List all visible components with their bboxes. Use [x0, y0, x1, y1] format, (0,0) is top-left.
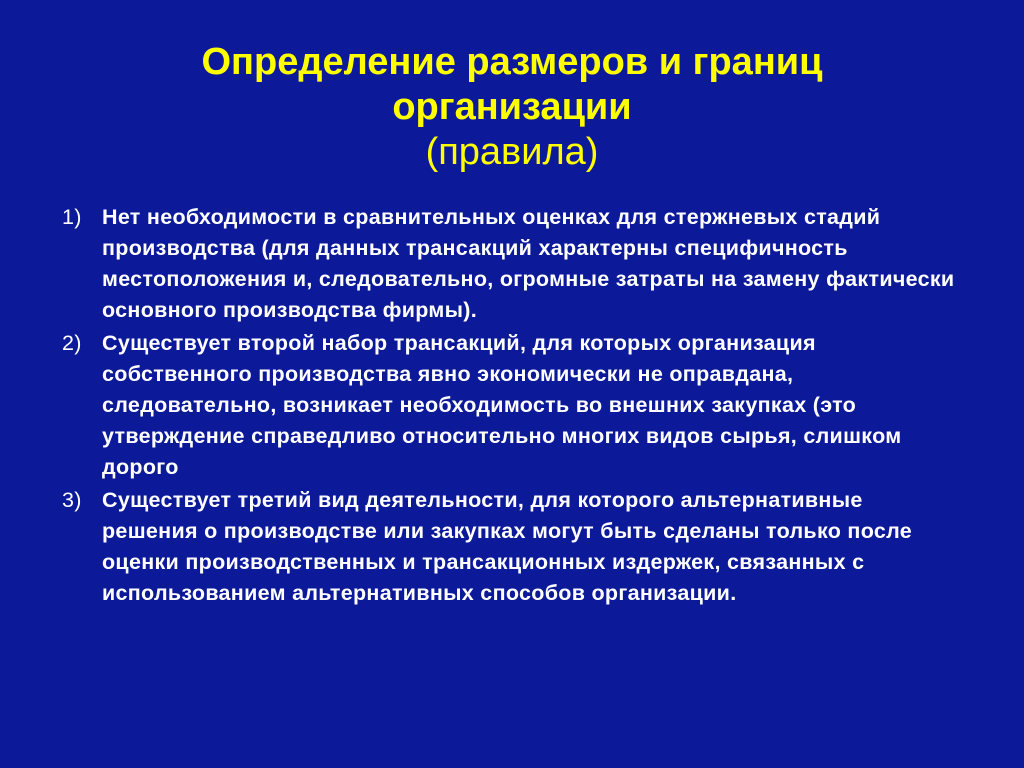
slide-title — [0, 40, 1024, 175]
rule-number: 2) — [62, 331, 82, 355]
rule-item-3 — [62, 485, 962, 609]
title-line-2: организации — [392, 86, 632, 128]
rule-item-2 — [62, 328, 962, 483]
rule-item-1 — [62, 202, 962, 326]
rule-text: Существует второй набор трансакций, для которых организация собственного производства явно экономически не оправдана, следовательно, возникает необходимость во внешних закупках (это утверждение справедливо относительно многих видов сырья, слишком дорого — [102, 331, 902, 479]
rule-text: Существует третий вид деятельности, для которого альтернативные решения о производстве или закупках могут быть сделаны только после оценки производственных и трансакционных издержек, связанных с использованием альтернативных способов организации. — [102, 488, 913, 605]
rule-text: Нет необходимости в сравнительных оценках для стержневых стадий производства (для данных трансакций характерны специфичность местоположения и, следовательно, огромные затраты на замену фактически основного производства фирмы). — [102, 205, 955, 322]
rule-number: 3) — [62, 488, 82, 512]
rule-number: 1) — [62, 205, 82, 229]
title-line-1: Определение размеров и границ — [201, 41, 823, 83]
title-line-3: (правила) — [425, 131, 599, 173]
rules-list — [62, 202, 962, 611]
